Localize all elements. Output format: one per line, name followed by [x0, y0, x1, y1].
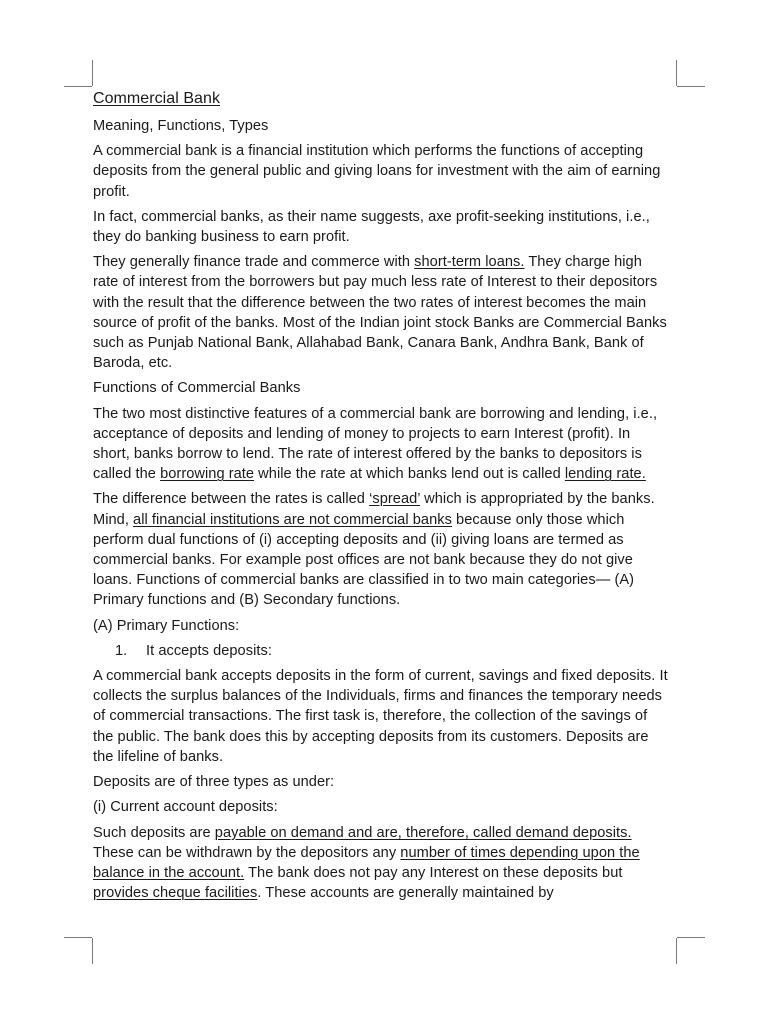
document-page: [93, 88, 668, 908]
heading-current-account: (i) Current account deposits:: [93, 799, 278, 816]
crop-mark-bottom-left-vertical: [92, 938, 93, 964]
crop-mark-bottom-right-horizontal: [677, 937, 705, 938]
underlined-text: payable on demand and are, therefore, called demand deposits.: [214, 824, 632, 841]
list-item-number: 1.: [115, 642, 128, 659]
paragraph-deposit-types: Deposits are of three types as under:: [93, 774, 335, 791]
crop-mark-bottom-right-vertical: [676, 938, 677, 964]
list-item: [93, 641, 668, 661]
crop-mark-top-right-vertical: [676, 60, 677, 86]
paragraph-accept-deposits: A commercial bank accepts deposits in the form of current, savings and fixed deposits. It collects the surplus balances of the Individuals, firms and finances the temporary needs of commercial transactions. The first task is, therefore, the collection of the savings of the public. The bank does this by accepting deposits from its customers. Deposits are the lifeline of banks.: [93, 668, 668, 765]
document-subtitle: Meaning, Functions, Types: [93, 118, 269, 134]
paragraph-profit-seeking: In fact, commercial banks, as their name suggests, axe profit-seeking institutions, i.e., they do banking business to earn profit.: [93, 208, 650, 246]
paragraph-spread: The difference between the rates is called ‘spread’ which is appropriated by the banks. Mind, all financial institutions are not commercial banks because only those which perform dual functions of (i) accepting deposits and (ii) giving loans are termed as commercial banks. For example post offices are not bank because they do not give loans. Functions of commercial banks are classified in to two main categories— (A) Primary functions and (B) Secondary functions.: [93, 491, 655, 609]
crop-mark-top-left-vertical: [92, 60, 93, 86]
heading-functions: Functions of Commercial Banks: [93, 380, 301, 397]
underlined-text: all financial institutions are not commercial banks: [133, 511, 452, 528]
underlined-text: ‘spread’: [369, 491, 421, 508]
paragraph-finance-trade: They generally finance trade and commerce with short-term loans. They charge high rate of interest from the borrowers but pay much less rate of Interest to their depositors with the result that the difference between the two rates of interest becomes the main source of profit of the banks. Most of the Indian joint stock Banks are Commercial Banks such as Punjab National Bank, Allahabad Bank, Canara Bank, Andhra Bank, Bank of Baroda, etc.: [93, 254, 667, 372]
document-title: Commercial Bank: [93, 90, 221, 107]
underlined-text: provides cheque facilities: [93, 885, 258, 902]
underlined-text: lending rate.: [564, 466, 646, 483]
paragraph-definition: A commercial bank is a financial institution which performs the functions of accepting deposits from the general public and giving loans for investment with the aim of earning profit.: [93, 143, 661, 200]
paragraph-current-account: Such deposits are payable on demand and are, therefore, called demand deposits. These can be withdrawn by the depositors any number of times depending upon the balance in the account. The bank does not pay any Interest on these deposits but provides cheque facilities. These accounts are generally maintained by: [93, 824, 640, 902]
heading-primary-functions: (A) Primary Functions:: [93, 617, 240, 634]
underlined-text: short-term loans.: [414, 254, 525, 271]
crop-mark-top-left-horizontal: [64, 86, 92, 87]
crop-mark-bottom-left-horizontal: [64, 937, 92, 938]
list-item-text: It accepts deposits:: [146, 642, 272, 659]
paragraph-borrowing-lending: The two most distinctive features of a commercial bank are borrowing and lending, i.e., acceptance of deposits and lending of money to projects to earn Interest (profit). In short, banks borrow to lend. The rate of interest offered by the banks to depositors is called the borrowing rate while the rate at which banks lend out is called lending rate.: [93, 405, 658, 483]
underlined-text: borrowing rate: [160, 466, 255, 483]
crop-mark-top-right-horizontal: [677, 86, 705, 87]
underlined-text: number of times depending upon the balance in the account.: [93, 844, 640, 881]
